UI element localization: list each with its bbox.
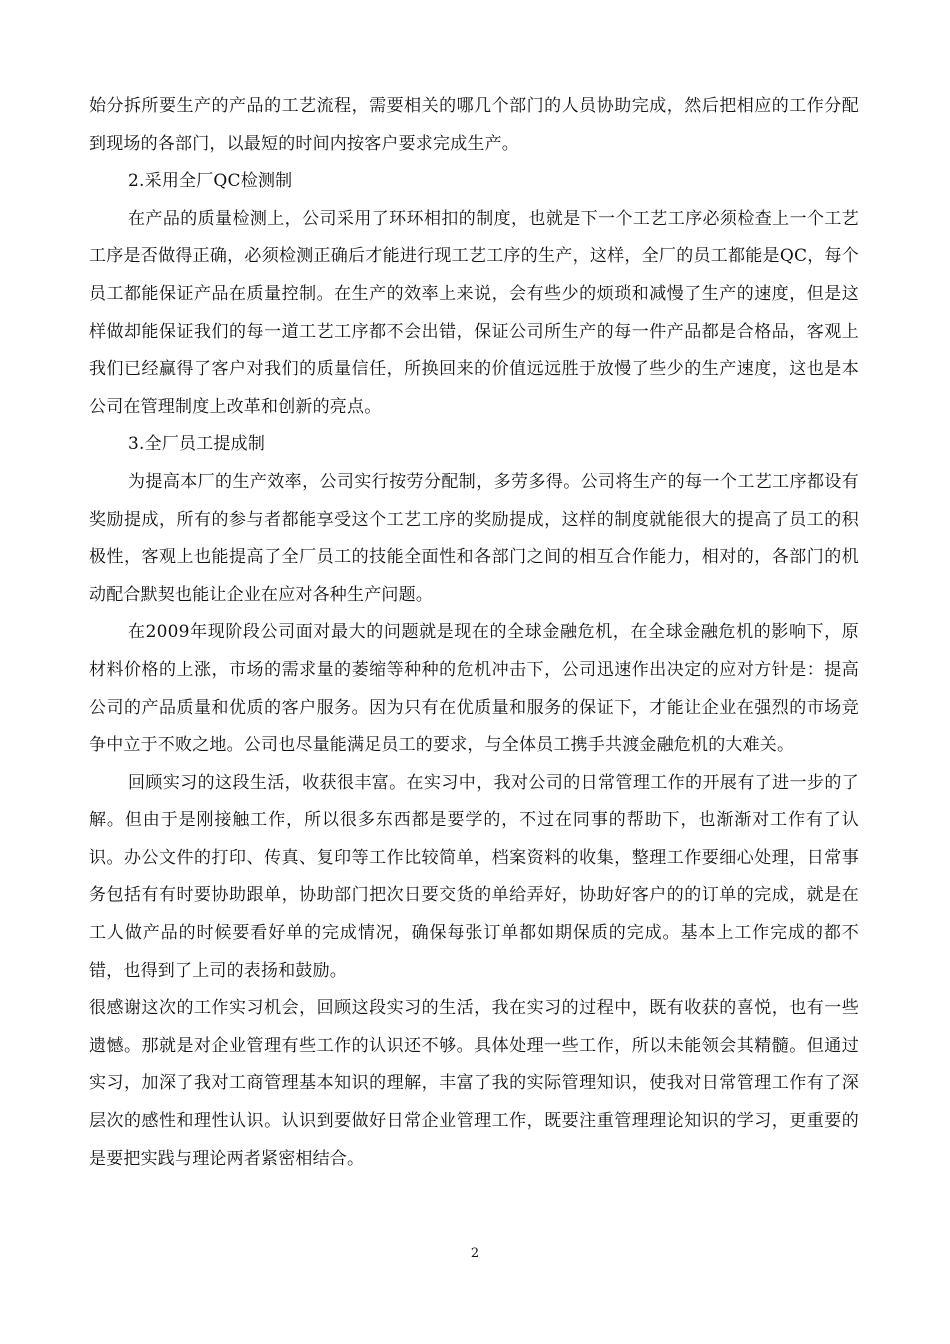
paragraph-process-continuation: 始分拆所要生产的产品的工艺流程，需要相关的哪几个部门的人员协助完成，然后把相应的工作分配到现场的各部门，以最短的时间内按客户要求完成生产。 [89, 96, 859, 154]
section-heading-qc: 2.采用全厂QC检测制 [128, 171, 293, 192]
paragraph-commission-detail: 为提高本厂的生产效率，公司实行按劳分配制，多劳多得。公司将生产的每一个工艺工序都设有奖励提成，所有的参与者都能享受这个工艺工序的奖励提成，这样的制度就能很大的提高了员工的积极性，客观上也能提高了全厂员工的技能全面性和各部门之间的相互合作能力，相对的，各部门的机动配合默契也能让企业在应对各种生产问题。 [89, 471, 859, 605]
section-heading-commission: 3.全厂员工提成制 [128, 434, 266, 455]
paragraph-qc-detail: 在产品的质量检测上，公司采用了环环相扣的制度，也就是下一个工艺工序必须检查上一个工艺工序是否做得正确，必须检测正确后才能进行现工艺工序的生产，这样，全厂的员工都能是QC，每个员工都能保证产品在质量控制。在生产的效率上来说，会有些少的烦琐和减慢了生产的速度，但是这样做却能保证我们的每一道工艺工序都不会出错，保证公司所生产的每一件产品都是合格品，客观上我们已经赢得了客户对我们的质量信任，所换回来的价值远远胜于放慢了些少的生产速度，这也是本公司在管理制度上改革和创新的亮点。 [89, 208, 859, 417]
paragraph-financial-crisis: 在2009年现阶段公司面对最大的问题就是现在的全球金融危机，在全球金融危机的影响下，原材料价格的上涨，市场的需求量的萎缩等种种的危机冲击下，公司迅速作出决定的应对方针是：提高公司的产品质量和优质的客户服务。因为只有在优质量和服务的保证下，才能让企业在强烈的市场竞争中立于不败之地。公司也尽量能满足员工的要求，与全体员工携手共渡金融危机的大难关。 [89, 622, 859, 756]
document-page [89, 88, 859, 1178]
page-number: 2 [470, 1246, 480, 1261]
paragraph-internship-review: 回顾实习的这段生活，收获很丰富。在实习中，我对公司的日常管理工作的开展有了进一步的了解。但由于是刚接触工作，所以很多东西都是要学的，不过在同事的帮助下，也渐渐对工作有了认识。办公文件的打印、传真、复印等工作比较简单，档案资料的收集，整理工作要细心处理，日常事务包括有有时要协助跟单，协助部门把次日要交货的单给弄好，协助好客户的的订单的完成，就是在工人做产品的时候要看好单的完成情况，确保每张订单都如期保质的完成。基本上工作完成的都不错，也得到了上司的表扬和鼓励。 [89, 772, 859, 981]
paragraph-conclusion: 很感谢这次的工作实习机会，回顾这段实习的生活，我在实习的过程中，既有收获的喜悦，也有一些遗憾。那就是对企业管理有些工作的认识还不够。具体处理一些工作，所以未能领会其精髓。但通过实习，加深了我对工商管理基本知识的理解，丰富了我的实际管理知识，使我对日常管理工作有了深层次的感性和理性认识。认识到要做好日常企业管理工作，既要注重管理理论知识的学习，更重要的是要把实践与理论两者紧密相结合。 [89, 998, 859, 1169]
